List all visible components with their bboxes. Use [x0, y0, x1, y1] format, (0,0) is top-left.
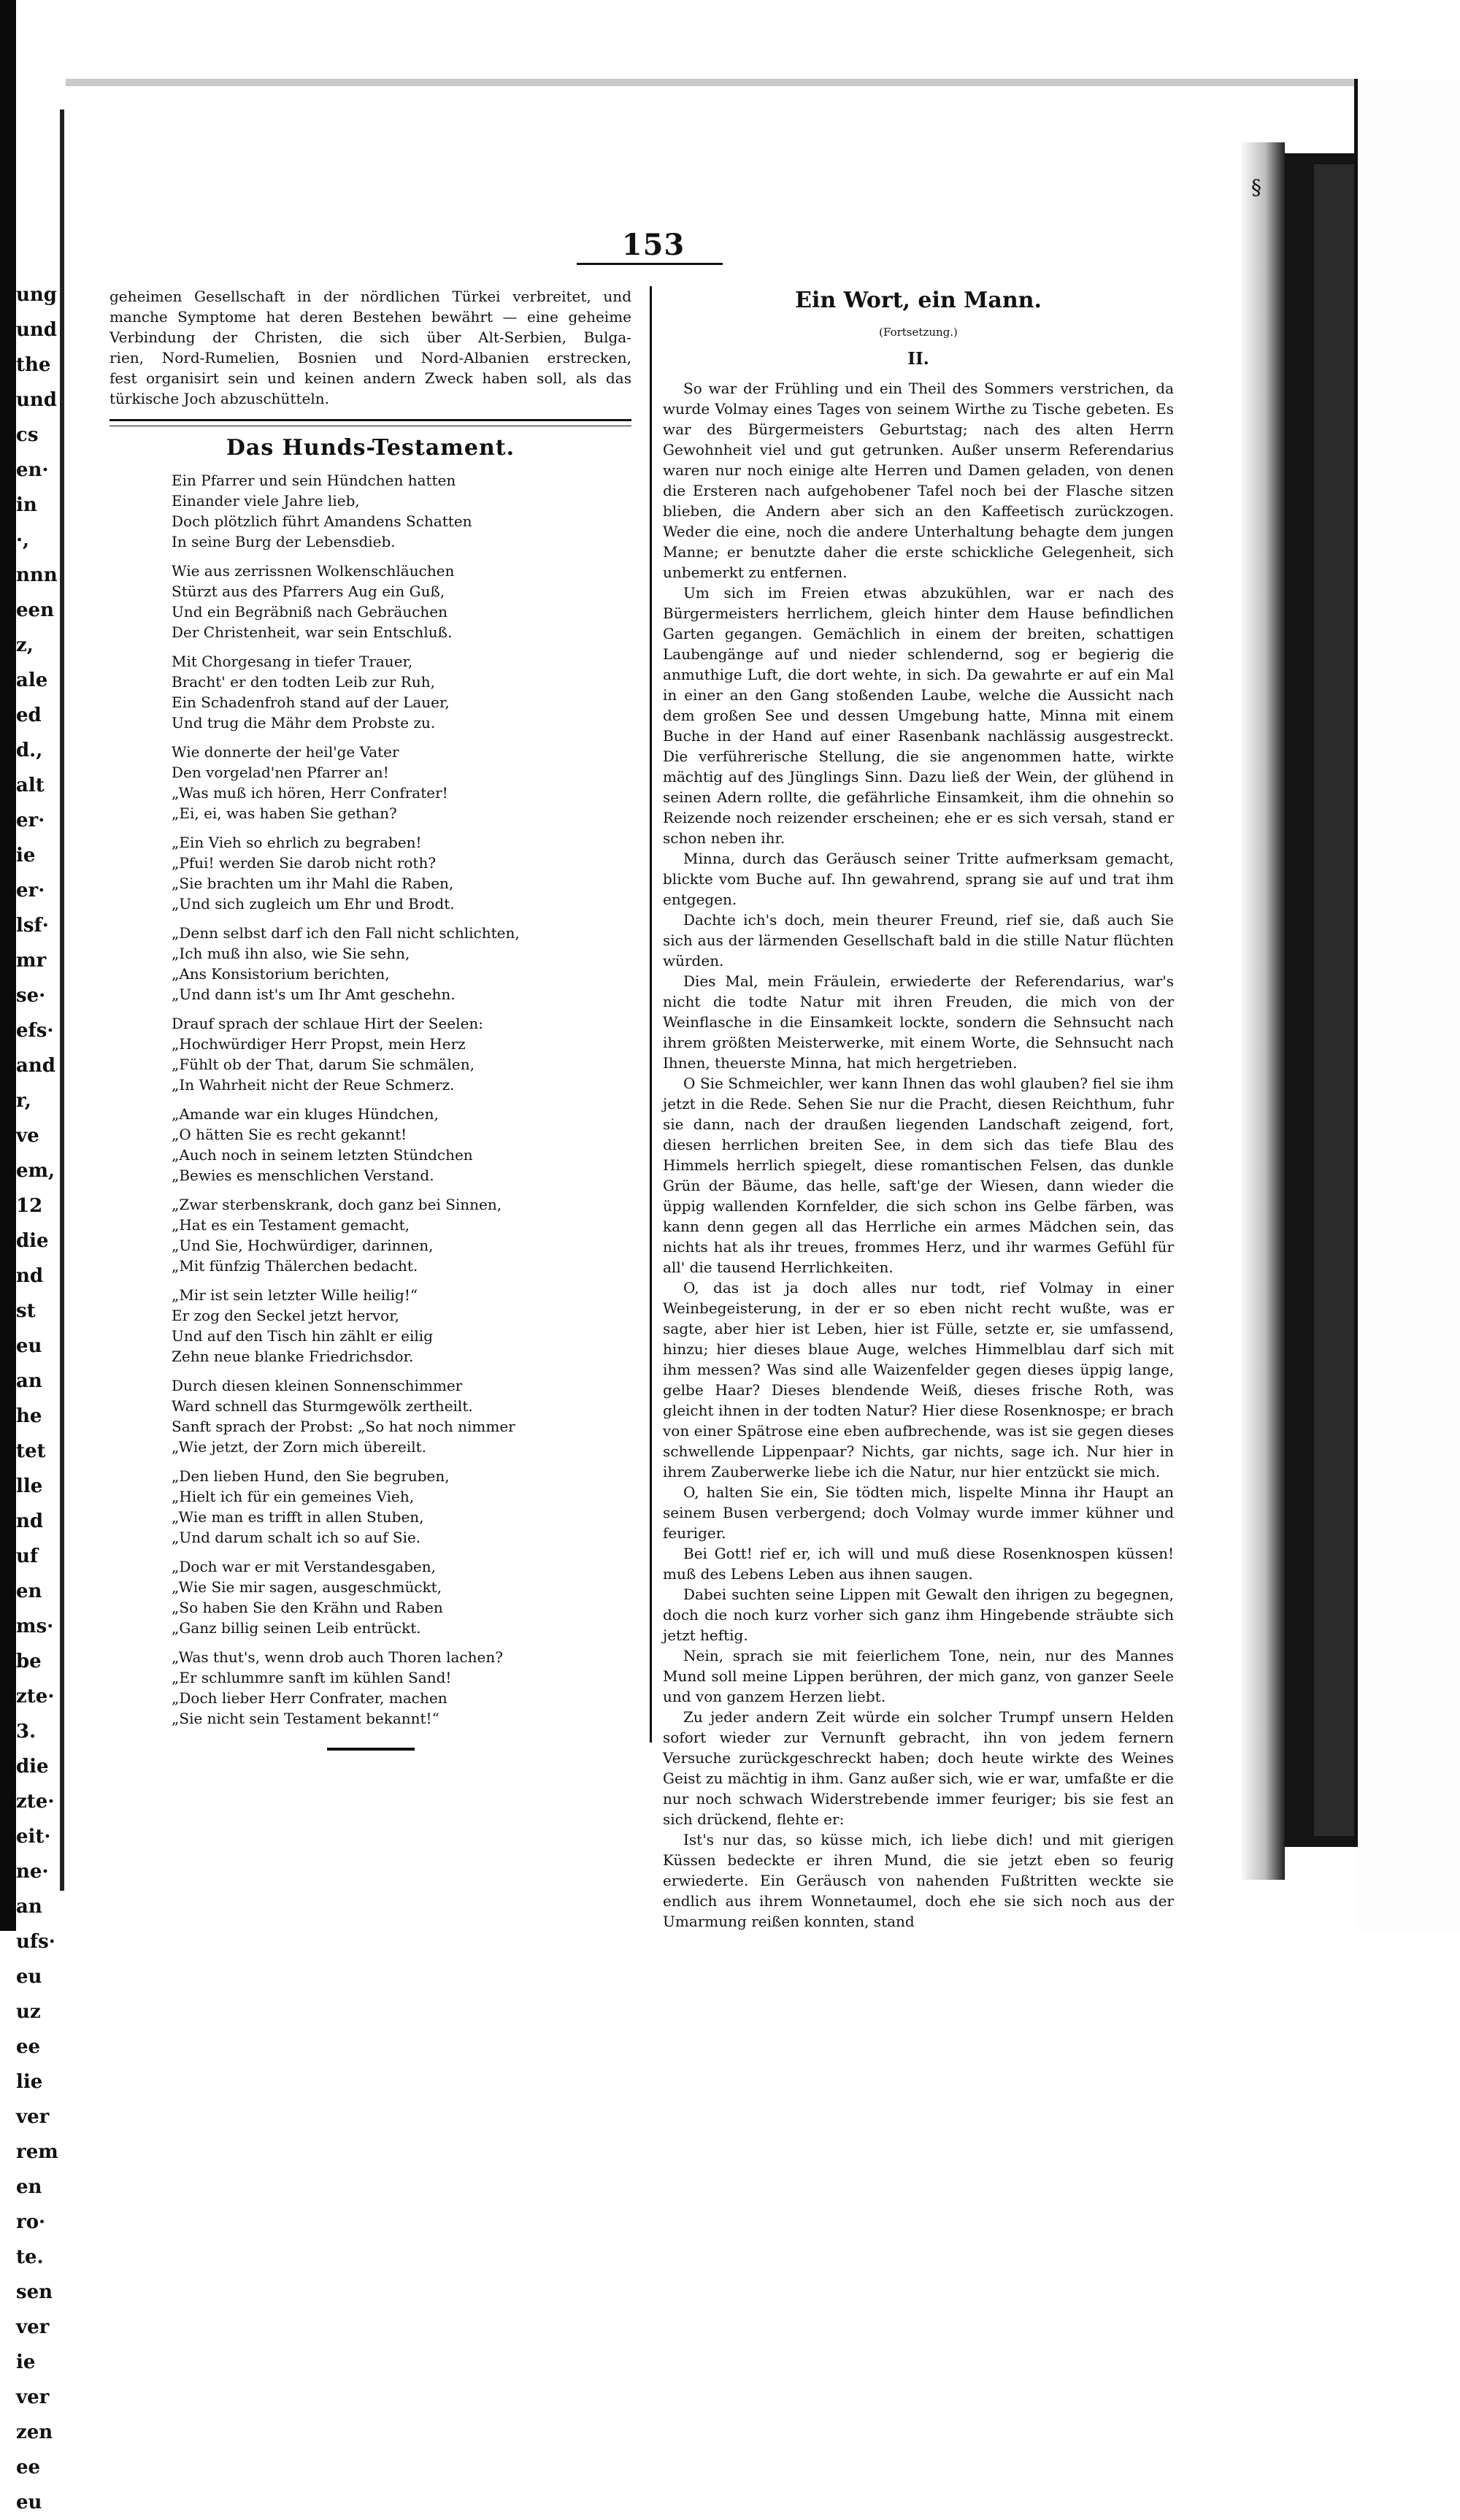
previous-page-fragment: zen: [16, 2421, 53, 2443]
previous-page-fragment: ·,: [16, 529, 30, 551]
previous-page-fragment: be: [16, 1651, 42, 1672]
poem-stanza: [172, 1013, 631, 1095]
previous-page-fragment: ed: [16, 704, 42, 726]
poem-verse: „Bewies es menschlichen Verstand.: [172, 1167, 434, 1184]
poem-verse: „Auch noch in seinem letzten Stündchen: [172, 1146, 473, 1164]
previous-page-fragment: se·: [16, 985, 46, 1007]
poem-verse: „Sie nicht sein Testament bekannt!“: [172, 1710, 439, 1727]
previous-page-fragment: 12: [16, 1195, 43, 1217]
story-paragraph: O Sie Schmeichler, wer kann Ihnen das wohl glauben? fiel sie ihm jetzt in die Rede. Sehen Sie nur die Pracht, diesen Reichthum, fuhr sie dann, nach der draußen liegenden Landschaft zeigend, fort, diesen herrlichen breiten See, in dem sich das tiefe Blau des Himmels herrlich spiegelt, diese romantischen Felsen, das dunkle Grün der Bäume, das helle, saft'ge der Wiesen, dann wieder die üppig wallenden Kornfelder, die sich schon ins Gelbe färben, was kann denn gegen all das Herrliche ein armes Mädchen sein, das nichts hat als ihr treues, frommes Herz, und ihr warmes Gefühl für all' die tausend Herrlichkeiten.: [663, 1075, 1174, 1276]
book-cover-inner: [1314, 164, 1358, 1836]
poem-verse: „Wie man es trifft in allen Stuben,: [172, 1508, 424, 1526]
poem-verse: „Wie Sie mir sagen, ausgeschmückt,: [172, 1578, 442, 1596]
story-paragraph: Nein, sprach sie mit feierlichem Tone, nein, nur des Mannes Mund soll meine Lippen berühren, der mich ganz, von ganzer Seele und von ganzem Herzen liebt.: [663, 1647, 1174, 1705]
story-paragraph: Ist's nur das, so küsse mich, ich liebe dich! und mit gierigen Küssen bedeckte er ihren Mund, die sie jetzt eben so feurig erwiederte. Ein Geräusch von nahenden Fußtritten weckte sie endlich aus ihrem Wonnetaumel, doch ehe sie sich noch aus der Umarmung reißen konnten, stand: [663, 1831, 1174, 1930]
story-paragraph: Dachte ich's doch, mein theurer Freund, rief sie, daß auch Sie sich aus der lärmenden Gesellschaft bald in die stille Natur flüchten würden.: [663, 911, 1174, 969]
column-divider: [650, 286, 652, 1743]
poem-verse: Ein Schadenfroh stand auf der Lauer,: [172, 694, 450, 711]
poem-verse: Wie donnerte der heil'ge Vater: [172, 743, 399, 761]
poem-stanza: [172, 832, 631, 914]
story-paragraph: Zu jeder andern Zeit würde ein solcher Trumpf unsern Helden sofort wieder zur Vernunft gebracht, ihn von jedem fernern Versuche zurückgeschreckt haben; doch heute wirkte des Weines Geist zu mächtig in ihm. Ganz außer sich, wie er war, umfaßte er die nur noch schwach Widerstrebende immer feuriger; bis sie fest an sich drückend, flehte er:: [663, 1708, 1174, 1828]
intro-line: manche Symptome hat deren Bestehen bewährt — eine geheime: [110, 308, 631, 326]
poem-verse: „Er schlummre sanft im kühlen Sand!: [172, 1669, 452, 1686]
poem-verse: Zehn neue blanke Friedrichsdor.: [172, 1348, 414, 1365]
previous-page-fragment: ver: [16, 2386, 50, 2408]
poem-verse: Und trug die Mähr dem Probste zu.: [172, 714, 436, 731]
poem-stanza: [172, 1556, 631, 1638]
previous-page-fragment: mr: [16, 950, 47, 972]
previous-page-fragment: uf: [16, 1545, 39, 1567]
chapter-heading: II.: [907, 349, 929, 369]
previous-page-fragment: ms·: [16, 1616, 54, 1637]
poem-stanza: [172, 923, 631, 1004]
previous-page-fragments: [16, 277, 60, 2513]
story-paragraph: O, halten Sie ein, Sie tödten mich, lispelte Minna ihr Haupt an seinem Busen verbergend; doch Volmay wurde immer kühner und feuriger.: [663, 1483, 1174, 1542]
binding-ornament-icon: §: [1251, 175, 1261, 199]
previous-page-fragment: er·: [16, 880, 45, 902]
poem-verse: „Hat es ein Testament gemacht,: [172, 1216, 410, 1234]
previous-page-fragment: en: [16, 2176, 42, 2198]
poem-verse: „Pfui! werden Sie darob nicht roth?: [172, 854, 437, 872]
previous-page-fragment: die: [16, 1756, 49, 1778]
previous-page-fragment: an: [16, 1370, 42, 1392]
previous-page-fragment: z,: [16, 634, 34, 656]
poem-verse: Bracht' er den todten Leib zur Ruh,: [172, 673, 435, 691]
previous-page-fragment: 3.: [16, 1721, 36, 1743]
poem-verse: Ein Pfarrer und sein Hündchen hatten: [172, 472, 456, 489]
poem-verse: „Und sich zugleich um Ehr und Brodt.: [172, 895, 455, 913]
previous-page-fragment: ver: [16, 2106, 50, 2128]
previous-page-fragment: ve: [16, 1125, 39, 1147]
previous-page-fragment: uz: [16, 2001, 41, 2023]
poem-stanza: [172, 1285, 631, 1367]
previous-page-fragment: een: [16, 599, 54, 621]
poem-verse: Doch plötzlich führt Amandens Schatten: [172, 512, 472, 530]
poem-stanza: [172, 1104, 631, 1186]
intro-line: geheimen Gesellschaft in der nördlichen Türkei verbreitet, und: [110, 288, 631, 305]
previous-page-fragment: r,: [16, 1090, 31, 1112]
scan-right-margin: [1358, 79, 1460, 1931]
previous-page-fragment: die: [16, 1230, 49, 1252]
previous-page-fragment: ufs·: [16, 1931, 55, 1953]
previous-page-fragment: lle: [16, 1475, 43, 1497]
poem: [172, 470, 631, 1729]
page-gutter: [60, 110, 64, 1891]
story-title: Ein Wort, ein Mann.: [795, 288, 1042, 313]
poem-verse: Durch diesen kleinen Sonnenschimmer: [172, 1377, 463, 1394]
poem-stanza: [172, 1375, 631, 1457]
previous-page-fragment: ee: [16, 2456, 41, 2478]
previous-page-fragment: lie: [16, 2071, 43, 2093]
previous-page-fragment: und: [16, 319, 57, 341]
poem-verse: „Ans Konsistorium berichten,: [172, 965, 390, 983]
poem-verse: „Mir ist sein letzter Wille heilig!“: [172, 1286, 418, 1304]
previous-page-fragment: er·: [16, 810, 45, 831]
previous-page-fragment: en: [16, 1580, 42, 1602]
poem-verse: „Und Sie, Hochwürdiger, darinnen,: [172, 1237, 434, 1254]
previous-page-fragment: an: [16, 1896, 42, 1918]
poem-verse: Er zog den Seckel jetzt hervor,: [172, 1307, 399, 1324]
poem-verse: Der Christenheit, war sein Entschluß.: [172, 623, 453, 641]
previous-page-fragment: ver: [16, 2316, 50, 2338]
poem-stanza: [172, 651, 631, 733]
previous-page-fragment: d.,: [16, 740, 43, 761]
previous-page-fragment: alt: [16, 775, 45, 796]
previous-page-fragment: und: [16, 389, 57, 411]
previous-page-fragment: zte·: [16, 1791, 55, 1813]
previous-page-fragment: eit·: [16, 1826, 51, 1848]
story-paragraph: Minna, durch das Geräusch seiner Tritte aufmerksam gemacht, blickte vom Buche auf. Ihn gewahrend, sprang sie auf und trat ihm entgegen.: [663, 850, 1174, 908]
previous-page-fragment: ie: [16, 845, 36, 867]
poem-verse: Ward schnell das Sturmgewölk zertheilt.: [172, 1397, 473, 1415]
intro-line: rien, Nord-Rumelien, Bosnien und Nord-Albanien erstrecken,: [110, 349, 631, 366]
previous-page-fragment: st: [16, 1300, 36, 1322]
previous-page-fragment: eu: [16, 1966, 42, 1988]
previous-page-fragment: the: [16, 354, 51, 376]
poem-verse: „Hochwürdiger Herr Propst, mein Herz: [172, 1035, 466, 1053]
previous-page-fragment: lsf·: [16, 915, 49, 937]
poem-stanza: [172, 1647, 631, 1729]
page-top-shadow: [66, 79, 1365, 86]
poem-stanza: [172, 561, 631, 642]
poem-verse: „Doch lieber Herr Confrater, machen: [172, 1689, 447, 1707]
poem-verse: „So haben Sie den Krähn und Raben: [172, 1599, 443, 1616]
previous-page-fragment: sen: [16, 2281, 53, 2303]
previous-page-fragment: and: [16, 1055, 55, 1077]
previous-page-fragment: ie: [16, 2351, 36, 2373]
story-paragraph: So war der Frühling und ein Theil des Sommers verstrichen, da wurde Volmay eines Tages von seinem Wirthe zu Tische gebeten. Es war des Bürgermeisters Geburtstag; nach des alten Herrn Gewohnheit viel und gut getrunken. Außer unserm Referendarius waren nur noch einige alte Herren und Damen geladen, von denen die Ersteren nach aufgehobener Tafel noch bei der Flasche sitzen blieben, die Andern aber sich an den Kaffeetisch zurückzogen. Weder die eine, noch die andere Unterhaltung behagte dem jungen Manne; er benutzte daher die erste schickliche Gelegenheit, sich unbemerkt zu entfernen.: [663, 380, 1174, 581]
previous-page-fragment: ee: [16, 2036, 41, 2058]
poem-verse: Einander viele Jahre lieb,: [172, 492, 360, 510]
poem-verse: Den vorgelad'nen Pfarrer an!: [172, 764, 389, 781]
poem-verse: Sanft sprach der Probst: „So hat noch nimmer: [172, 1418, 515, 1435]
poem-verse: Drauf sprach der schlaue Hirt der Seelen:: [172, 1015, 484, 1032]
poem-verse: „Und darum schalt ich so auf Sie.: [172, 1529, 421, 1546]
page-number-rule: [577, 263, 723, 265]
previous-page-fragment: in: [16, 494, 37, 516]
previous-page-fragment: eu: [16, 2492, 42, 2513]
end-rule: [327, 1748, 415, 1751]
poem-verse: „Denn selbst darf ich den Fall nicht schlichten,: [172, 924, 520, 942]
left-column: [110, 286, 631, 1751]
poem-verse: „Den lieben Hund, den Sie begruben,: [172, 1467, 450, 1485]
poem-verse: „Fühlt ob der That, darum Sie schmälen,: [172, 1056, 474, 1073]
poem-verse: „Ganz billig seinen Leib entrückt.: [172, 1619, 421, 1637]
previous-page-fragment: en·: [16, 459, 49, 481]
story-paragraph: Bei Gott! rief er, ich will und muß diese Rosenknospen küssen! muß des Lebens Leben aus ihnen saugen.: [663, 1545, 1174, 1583]
poem-stanza: [172, 1466, 631, 1548]
poem-title: Das Hunds-Testament.: [226, 435, 515, 461]
story-paragraph: Um sich im Freien etwas abzukühlen, war er nach des Bürgermeisters herrlichem, gleich hinter dem Hause befindlichen Garten gegangen. Gemächlich in einem der breiten, schattigen Laubengänge auf und nieder schlendernd, sog er begierig die anmuthige Luft, die dort wehte, in sich. Da gewahrte er auf ein Mal in einer an den Gang stoßenden Laube, welche die Aussicht nach dem großen See und dessen Umgebung hatte, Minna mit einem Buche in der Hand auf einer Rasenbank nachlässig ausgestreckt. Die verführerische Stellung, die sie angenommen hatte, wirkte mächtig auf des Jünglings Sinn. Dazu ließ der Wein, der glühend in seinen Adern rollte, die gefährliche Einsamkeit, ihm die ohnehin so Reizende noch reizender erscheinen; ehe er es sich versah, stand er schon neben ihr.: [663, 584, 1174, 847]
previous-page-fragment: nd: [16, 1510, 44, 1532]
page-number: 153: [621, 228, 685, 262]
poem-verse: „Zwar sterbenskrank, doch ganz bei Sinnen,: [172, 1196, 502, 1213]
poem-verse: „Doch war er mit Verstandesgaben,: [172, 1558, 436, 1575]
previous-page-fragment: efs·: [16, 1020, 54, 1042]
previous-page-fragment: rem: [16, 2141, 58, 2163]
poem-verse: „Und dann ist's um Ihr Amt geschehn.: [172, 986, 456, 1003]
poem-verse: „Was thut's, wenn drob auch Thoren lachen?: [172, 1648, 503, 1666]
poem-verse: „Ei, ei, was haben Sie gethan?: [172, 804, 397, 822]
previous-page-fragment: te.: [16, 2246, 44, 2268]
scan-left-edge: [0, 0, 16, 1931]
previous-page-fragment: ro·: [16, 2211, 46, 2233]
right-binding-shadow: [1241, 142, 1285, 1880]
poem-verse: Mit Chorgesang in tiefer Trauer,: [172, 653, 413, 670]
poem-verse: „Ein Vieh so ehrlich zu begraben!: [172, 834, 422, 851]
previous-page-fragment: nd: [16, 1265, 44, 1287]
story-body: [663, 378, 1174, 1932]
poem-verse: „In Wahrheit nicht der Reue Schmerz.: [172, 1076, 455, 1094]
intro-line: türkische Joch abzuschütteln.: [110, 390, 329, 407]
previous-page-fragment: em,: [16, 1160, 55, 1182]
previous-page-fragment: ale: [16, 669, 48, 691]
poem-verse: „Mit fünfzig Thälerchen bedacht.: [172, 1257, 418, 1275]
intro-line: Verbindung der Christen, die sich über Alt-Serbien, Bulga-: [110, 329, 631, 346]
poem-verse: Stürzt aus des Pfarrers Aug ein Guß,: [172, 583, 445, 600]
poem-stanza: [172, 470, 631, 552]
poem-verse: „Was muß ich hören, Herr Confrater!: [172, 784, 448, 802]
poem-verse: „Amande war ein kluges Hündchen,: [172, 1105, 439, 1123]
story-paragraph: O, das ist ja doch alles nur todt, rief Volmay in einer Weinbegeisterung, in der er so eben nicht recht wußte, was er sagte, aber hier ist Leben, hier ist Fülle, setzte er, sie umfassend, hinzu; hier dieses blaue Auge, welches Himmelblau darf sich mit ihm messen? Was sind alle Waizenfelder gegen dieses üppig lange, gelbe Haar? Dieses blendende Weiß, dieses frische Roth, was gleicht ihnen in der todten Natur? Hier diese Rosenknospe; er brach von einer Spätrose eine eben aufbrechende, was ist sie gegen dieses schwellende Lippenpaar? Nichts, gar nichts, sage ich. Nur hier in ihrem Zauberwerke liebe ich die Natur, nur hier entzückt sie mich.: [663, 1279, 1174, 1480]
story-paragraph: Dabei suchten seine Lippen mit Gewalt den ihrigen zu begegnen, doch die noch kurz vorher sich ganz ihm Hingebende sträubte sich jetzt heftig.: [663, 1586, 1174, 1644]
poem-verse: „Wie jetzt, der Zorn mich übereilt.: [172, 1438, 427, 1456]
poem-verse: „Sie brachten um ihr Mahl die Raben,: [172, 875, 454, 892]
poem-verse: In seine Burg der Lebensdieb.: [172, 533, 396, 550]
poem-verse: „Hielt ich für ein gemeines Vieh,: [172, 1488, 415, 1505]
poem-stanza: [172, 742, 631, 823]
previous-page-fragment: cs: [16, 424, 39, 446]
previous-page-fragment: tet: [16, 1440, 46, 1462]
previous-page-fragment: ne·: [16, 1861, 49, 1883]
section-rule: [110, 419, 631, 426]
poem-verse: Und auf den Tisch hin zählt er eilig: [172, 1327, 434, 1345]
poem-stanza: [172, 1194, 631, 1276]
intro-line: fest organisirt sein und keinen andern Zweck haben soll, als das: [110, 369, 631, 387]
story-paragraph: Dies Mal, mein Fräulein, erwiederte der Referendarius, war's nicht die todte Natur mit ihren Freuden, die mich von der Weinflasche in die Einsamkeit lockte, sondern die Sehnsucht nach ihrem größten Meisterwerke, mit einem Worte, die Sehnsucht nach Ihnen, theuerste Minna, hat mich hergetrieben.: [663, 972, 1174, 1072]
poem-verse: Wie aus zerrissnen Wolkenschläuchen: [172, 562, 455, 580]
previous-page-fragment: nnn: [16, 564, 58, 586]
poem-verse: „Ich muß ihn also, wie Sie sehn,: [172, 945, 410, 962]
poem-verse: „O hätten Sie es recht gekannt!: [172, 1126, 407, 1143]
previous-page-fragment: he: [16, 1405, 42, 1427]
poem-verse: Und ein Begräbniß nach Gebräuchen: [172, 603, 448, 621]
intro-paragraph: [110, 286, 631, 409]
right-column: [663, 286, 1174, 1932]
previous-page-fragment: ung: [16, 284, 57, 306]
previous-page-fragment: zte·: [16, 1686, 55, 1707]
continuation-note: (Fortsetzung.): [879, 326, 958, 339]
previous-page-fragment: eu: [16, 1335, 42, 1357]
